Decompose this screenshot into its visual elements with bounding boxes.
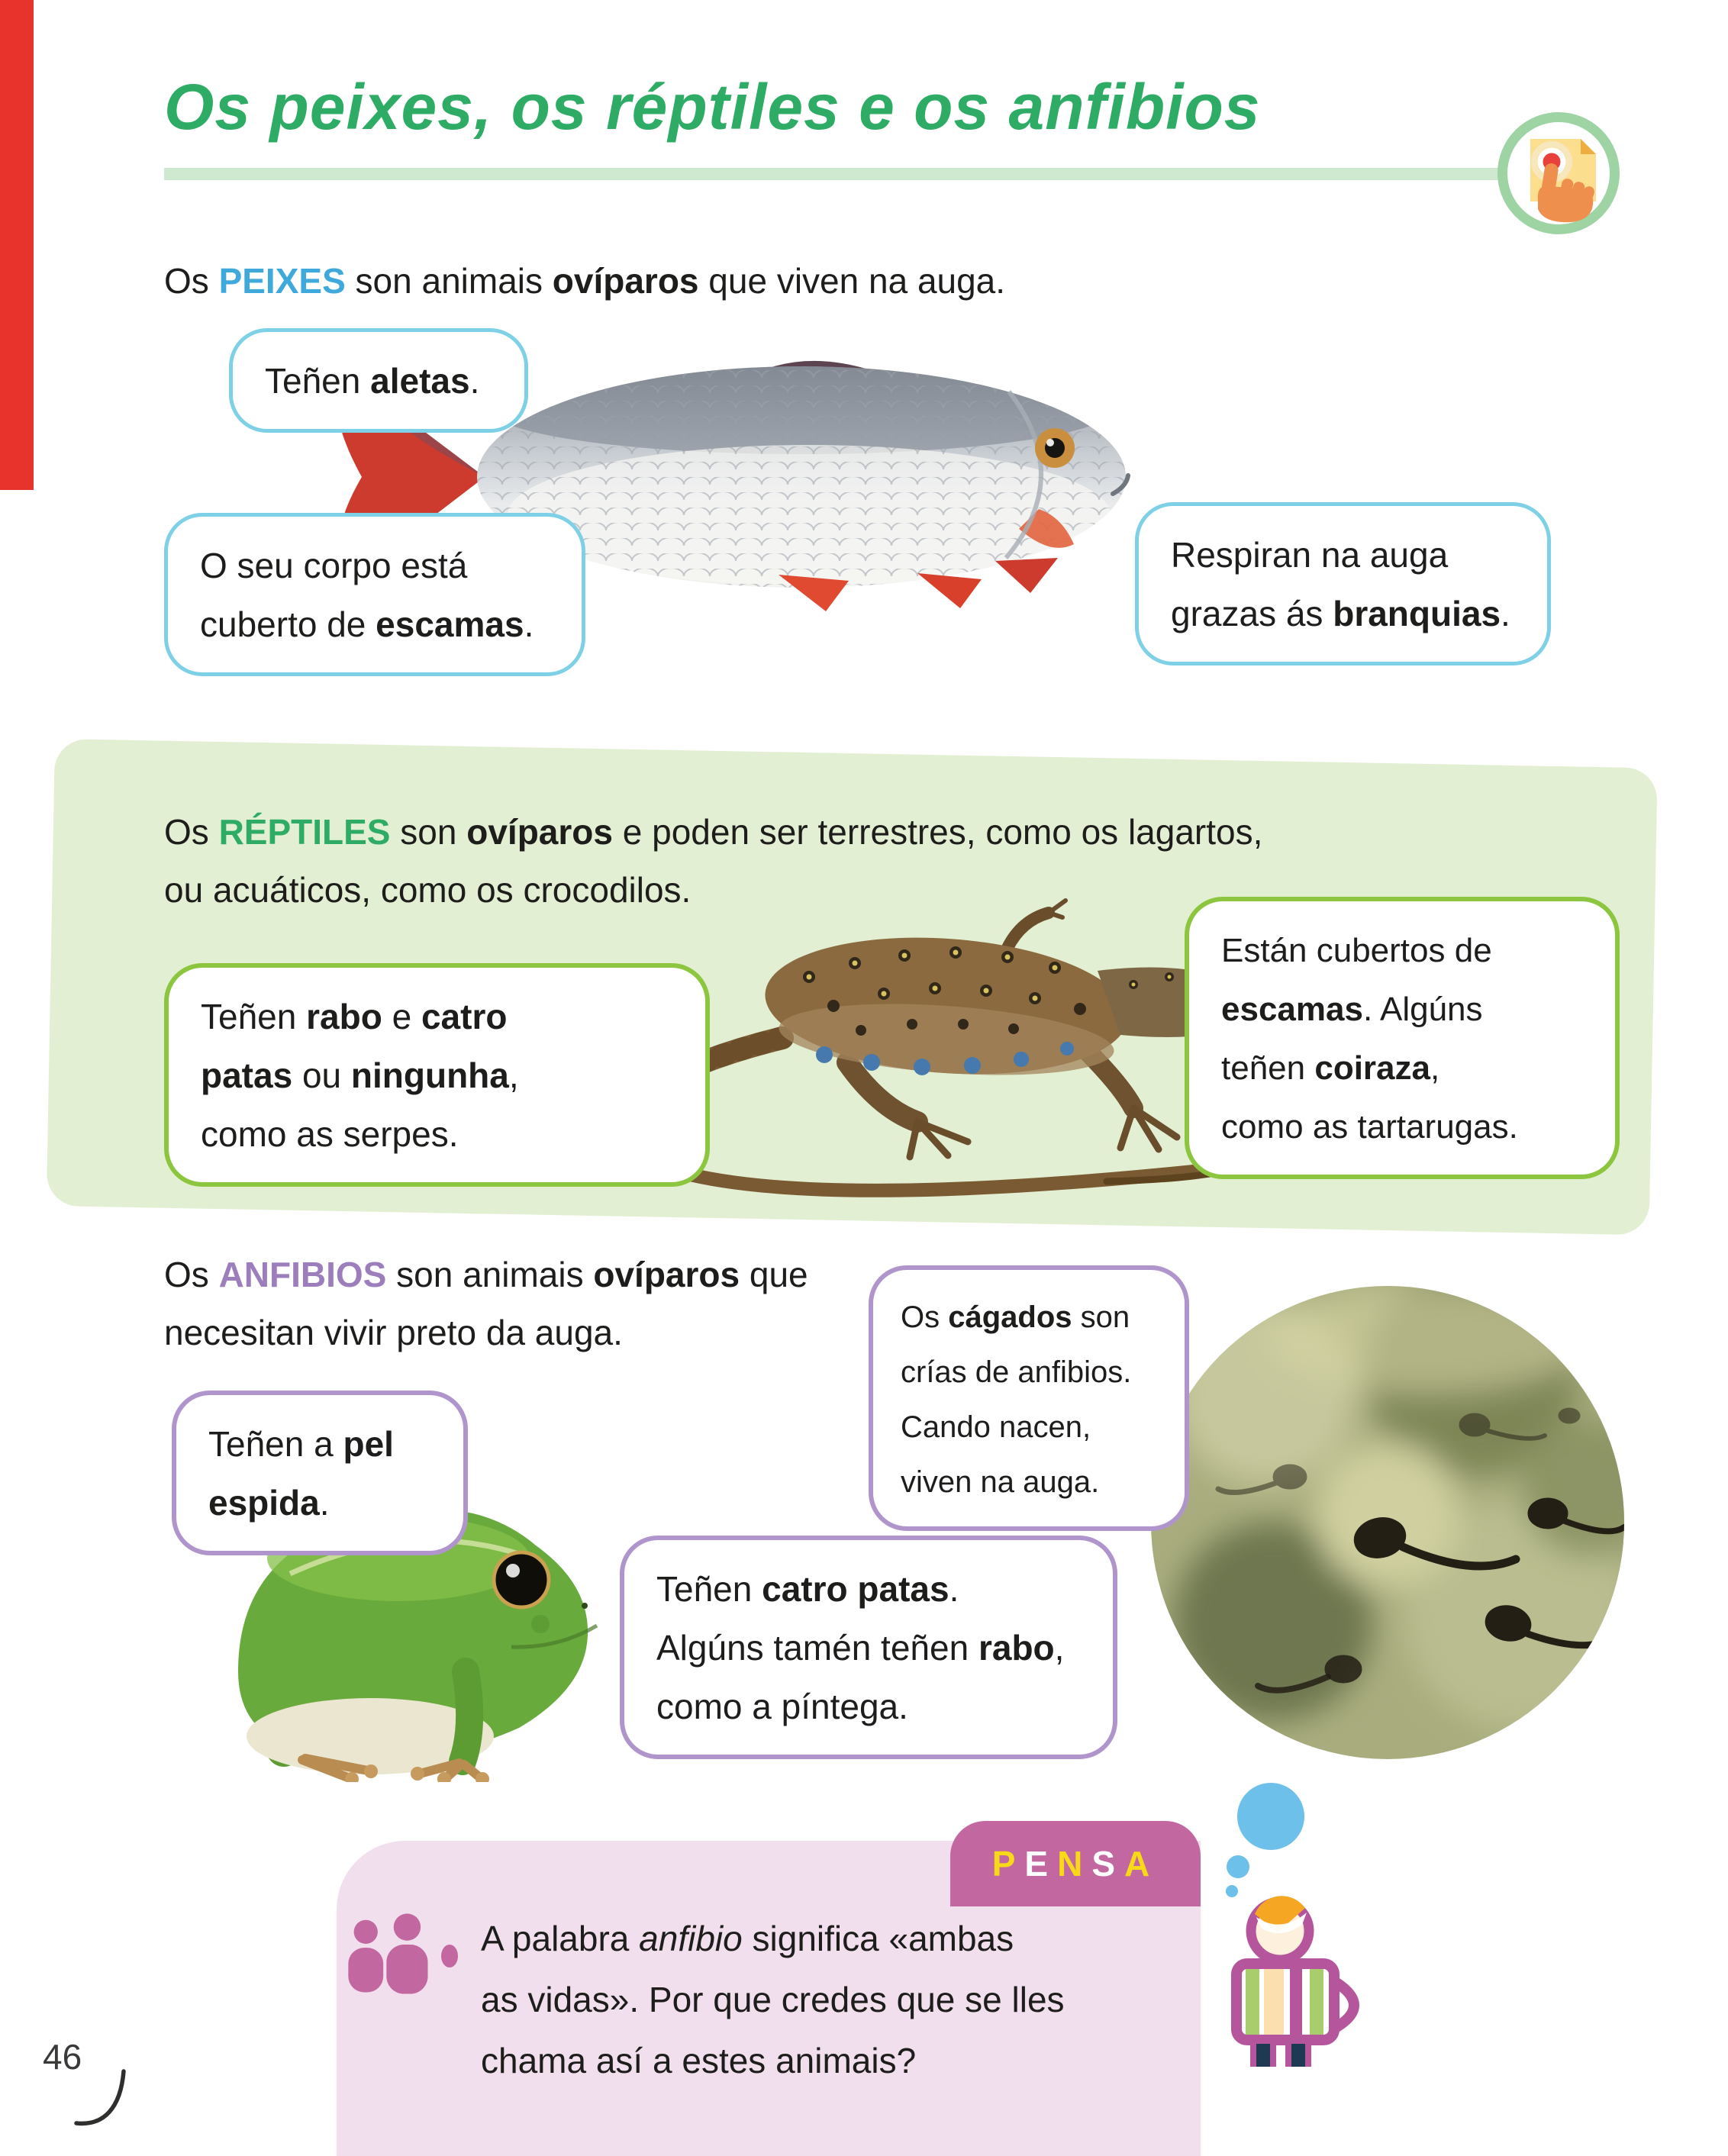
tadpoles-photo	[1151, 1286, 1624, 1759]
speech-bubble-fins: Teñen aletas.	[229, 328, 528, 433]
page-title: Os peixes, os réptiles e os anfibios	[164, 71, 1261, 143]
pair-work-icon	[342, 1912, 437, 1997]
speech-bubble-gills: Respiran na auga grazas ás branquias.	[1135, 502, 1551, 665]
unit-color-tab	[0, 0, 34, 490]
amphibian-intro-text: Os ANFIBIOS son animais ovíparos que necesitan vivir preto da auga.	[164, 1255, 808, 1352]
speech-bubble-reptile-scales: Están cubertos de escamas. Algúns teñen coiraza, como as tartarugas.	[1185, 897, 1620, 1179]
thinking-child-icon	[1223, 1777, 1490, 2067]
pensa-tab	[950, 1821, 1201, 1906]
touch-activity-icon[interactable]	[1497, 112, 1620, 234]
speech-bubble-reptile-legs: Teñen rabo e catro patas ou ningunha, como as serpes.	[164, 963, 710, 1187]
bullet-dot	[441, 1945, 458, 1967]
speech-bubble-scales: O seu corpo está cuberto de escamas.	[164, 513, 585, 676]
speech-bubble-amphibian-legs: Teñen catro patas. Algúns tamén teñen rabo, como a píntega.	[620, 1536, 1117, 1759]
fish-intro-text: Os PEIXES son animais ovíparos que viven na auga.	[164, 261, 1006, 301]
pensa-label: PENSA	[991, 1844, 1159, 1884]
speech-bubble-skin: Teñen a pel espida.	[172, 1391, 468, 1555]
reptile-intro-text: Os RÉPTILES son ovíparos e poden ser terrestres, como os lagartos, ou acuáticos, como os crocodilos.	[164, 812, 1263, 910]
touch-activity-icon-art	[1507, 122, 1610, 224]
pensa-question-text: A palabra anfibio significa «ambas as vidas». Por que credes que se lles chama así a estes animais?	[481, 1919, 1065, 2080]
title-underline	[164, 168, 1517, 180]
speech-bubble-tadpoles: Os cágados son crías de anfibios. Cando nacen, viven na auga.	[869, 1265, 1189, 1531]
page-number-swoosh	[67, 2061, 143, 2137]
page-number: 46	[43, 2037, 82, 2077]
